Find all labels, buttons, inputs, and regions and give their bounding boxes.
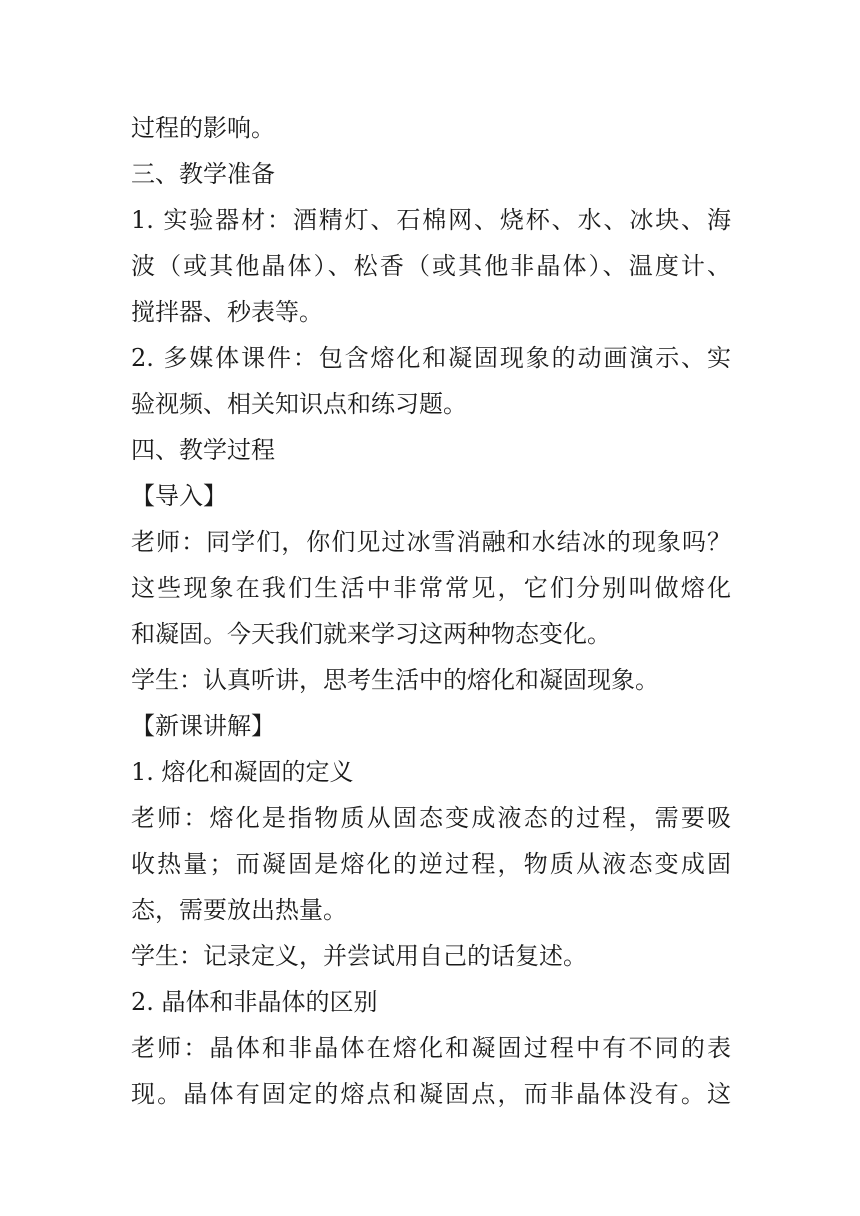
section-heading: 四、教学过程 — [131, 436, 275, 464]
numbered-heading: 2. 晶体和非晶体的区别 — [131, 988, 378, 1016]
text-line: 老师：熔化是指物质从固态变成液态的过程，需要吸 — [131, 804, 731, 832]
text-line: 波（或其他晶体）、松香（或其他非晶体）、温度计、 — [131, 252, 731, 280]
text-line: 1. 实验器材：酒精灯、石棉网、烧杯、水、冰块、海 — [131, 206, 731, 234]
text-line: 现。晶体有固定的熔点和凝固点，而非晶体没有。这 — [131, 1080, 731, 1108]
text-line: 收热量；而凝固是熔化的逆过程，物质从液态变成固 — [131, 850, 731, 878]
text-line: 学生：记录定义，并尝试用自己的话复述。 — [131, 942, 587, 970]
section-heading: 三、教学准备 — [131, 160, 275, 188]
subsection-heading: 【导入】 — [131, 482, 227, 510]
text-line: 这些现象在我们生活中非常常见，它们分别叫做熔化 — [131, 574, 731, 602]
document-body — [131, 108, 731, 1120]
text-line: 态，需要放出热量。 — [131, 896, 347, 924]
text-line: 2. 多媒体课件：包含熔化和凝固现象的动画演示、实 — [131, 344, 731, 372]
text-line: 老师：同学们，你们见过冰雪消融和水结冰的现象吗？ — [131, 528, 731, 556]
text-line: 过程的影响。 — [131, 114, 275, 142]
text-line: 老师：晶体和非晶体在熔化和凝固过程中有不同的表 — [131, 1034, 731, 1062]
subsection-heading: 【新课讲解】 — [131, 712, 275, 740]
text-line: 验视频、相关知识点和练习题。 — [131, 390, 467, 418]
text-line: 搅拌器、秒表等。 — [131, 298, 323, 326]
text-line: 和凝固。今天我们就来学习这两种物态变化。 — [131, 620, 611, 648]
numbered-heading: 1. 熔化和凝固的定义 — [131, 758, 354, 786]
text-line: 学生：认真听讲，思考生活中的熔化和凝固现象。 — [131, 666, 659, 694]
